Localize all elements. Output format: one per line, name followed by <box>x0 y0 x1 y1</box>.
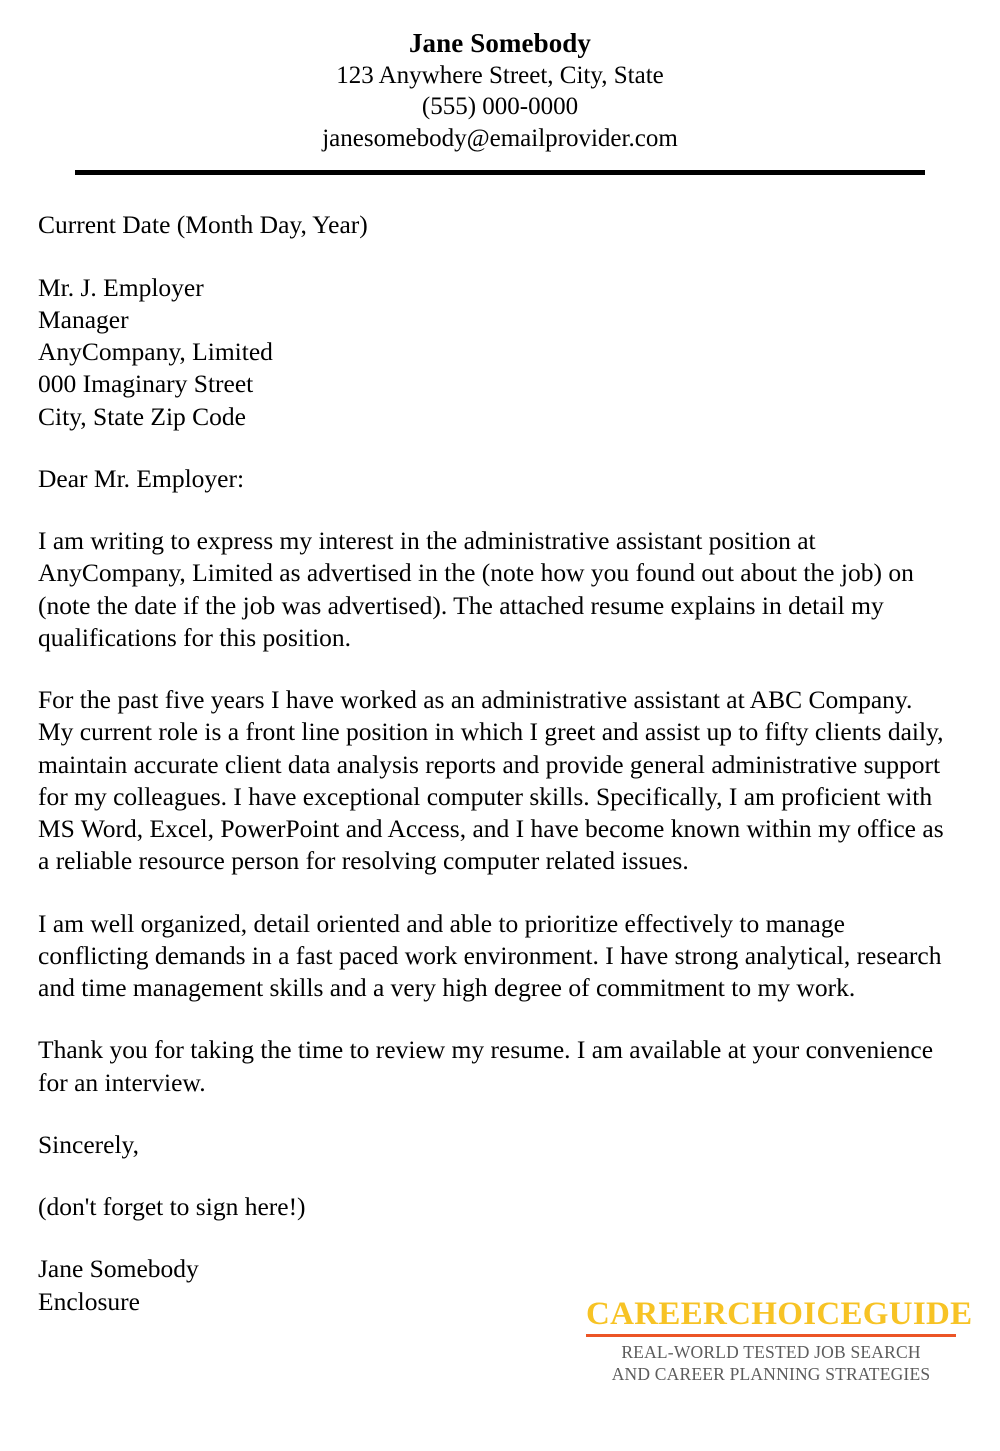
brand-wordmark: CAREERCHOICEGUIDE <box>586 1295 973 1332</box>
body-paragraph-4: Thank you for taking the time to review my resume. I am available at your convenience for an interview. <box>38 1035 934 1097</box>
signature-note: (don't forget to sign here!) <box>38 1192 306 1222</box>
brand-tagline-line2: AND CAREER PLANNING STRATEGIES <box>611 1363 931 1384</box>
recipient-title: Manager <box>38 304 129 334</box>
recipient-name: Mr. J. Employer <box>38 272 204 302</box>
sender-name: Jane Somebody <box>408 28 592 58</box>
brand-tagline-line1: REAL-WORLD TESTED JOB SEARCH <box>621 1342 921 1363</box>
body-paragraph-2: For the past five years I have worked as an administrative assistant at ABC Company. My current role is a front line position in which I greet and assist up to fifty clients daily, maintain accurate client data analysis reports and provide general administrative support for my colleagues. I have exceptional computer skills. Specifically, I am proficient with MS Word, Excel, PowerPoint and Access, and I have become known within my office as a reliable resource person for resolving computer related issues. <box>38 685 944 876</box>
body-paragraph-3: I am well organized, detail oriented and able to prioritize effectively to manage conflicting demands in a fast paced work environment. I have strong analytical, research and time management skills and a very high degree of commitment to my work. <box>38 908 942 1003</box>
letterhead-divider <box>75 170 925 175</box>
date-line: Current Date (Month Day, Year) <box>38 210 368 240</box>
closing: Sincerely, <box>38 1129 140 1159</box>
sender-phone: (555) 000-0000 <box>421 93 579 121</box>
letter-body <box>0 209 1000 1318</box>
signer-name: Jane Somebody <box>38 1254 199 1284</box>
salutation: Dear Mr. Employer: <box>38 463 245 493</box>
body-paragraph-1: I am writing to express my interest in the administrative assistant position at AnyCompany, Limited as advertised in the (note how you found out about the job) on (note the date if the job was advertised). The attached resume explains in detail my qualifications for this position. <box>38 526 914 652</box>
brand-logo <box>586 1295 973 1385</box>
letterhead <box>0 0 1000 175</box>
recipient-company: AnyCompany, Limited <box>38 337 273 367</box>
sender-address: 123 Anywhere Street, City, State <box>336 61 664 89</box>
recipient-city-state-zip: City, State Zip Code <box>38 401 246 431</box>
recipient-street: 000 Imaginary Street <box>38 369 254 399</box>
recipient-address-block <box>38 272 962 433</box>
enclosure-note: Enclosure <box>38 1286 140 1316</box>
sender-email: janesomebody@emailprovider.com <box>322 124 678 152</box>
brand-underline <box>586 1334 956 1337</box>
